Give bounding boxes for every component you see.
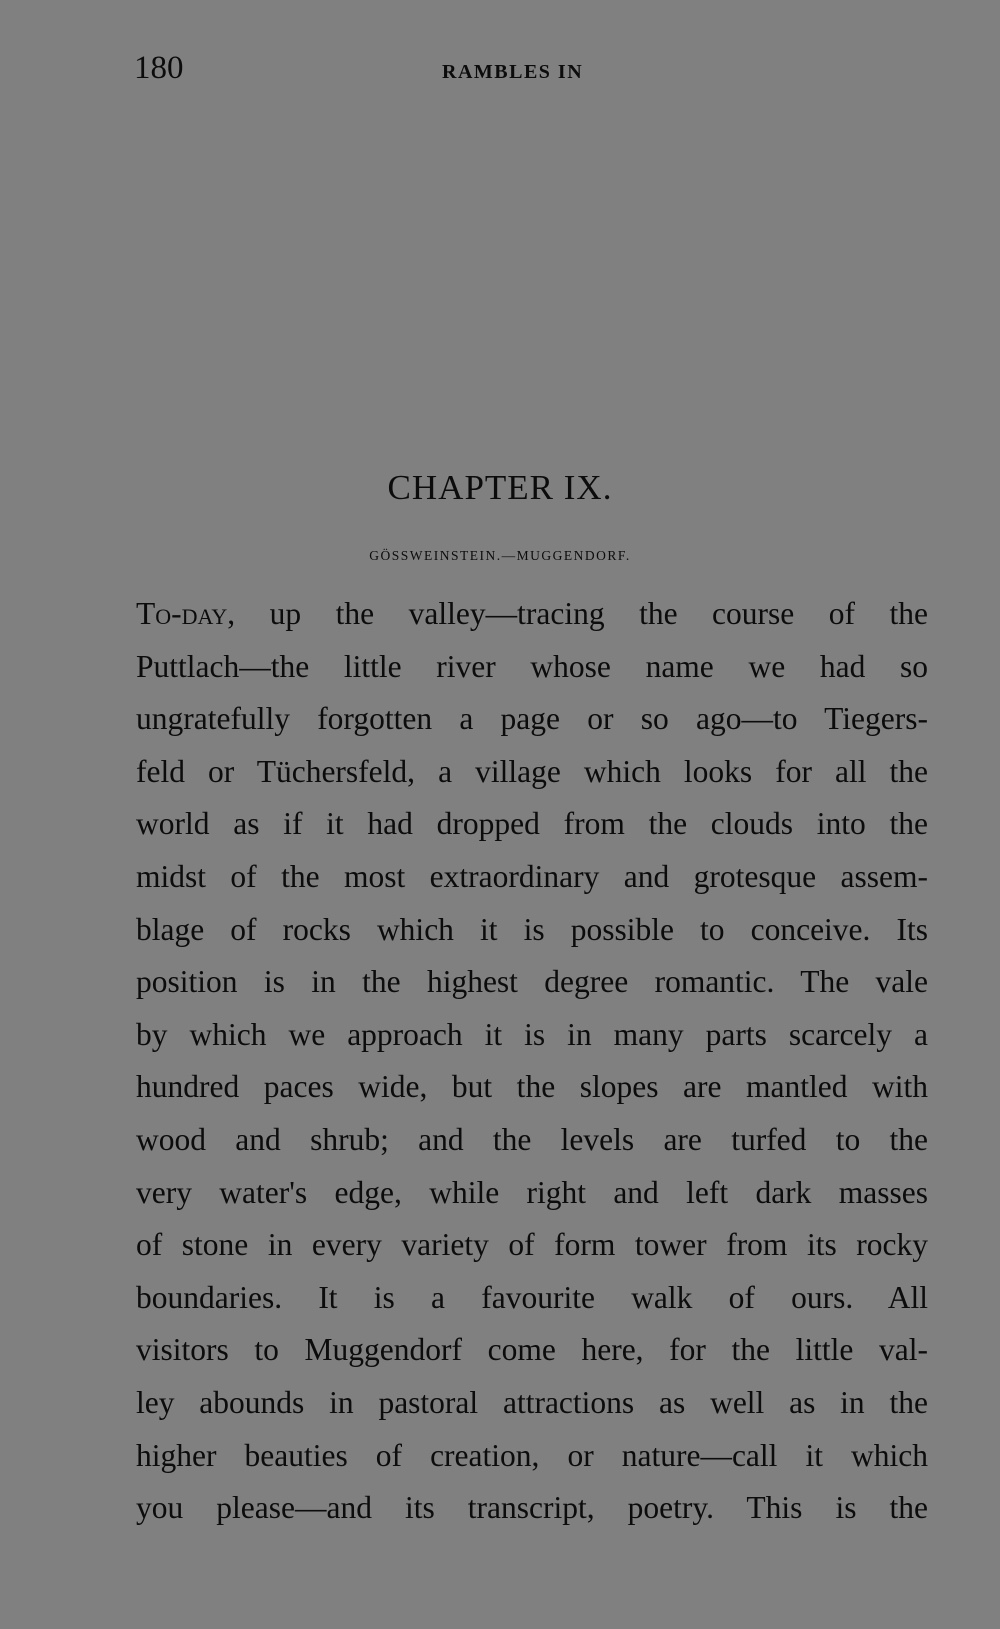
text-line [136, 588, 928, 641]
chapter-title: CHAPTER IX. [387, 468, 613, 507]
text-line: Puttlach—the little river whose name we had so [136, 648, 928, 684]
text-line: blage of rocks which it is possible to conceive. Its [136, 911, 928, 947]
text-line-content: up the valley—tracing the course of the [269, 596, 929, 631]
chapter-subtitle: GÖSSWEINSTEIN.—MUGGENDORF. [369, 548, 631, 563]
text-line: of stone in every variety of form tower from its rocky [136, 1227, 928, 1263]
text-line: you please—and its transcript, poetry. This is the [136, 1490, 928, 1526]
text-line: midst of the most extraordinary and grotesque assem- [136, 858, 928, 894]
text-line: by which we approach it is in many parts scarcely a [136, 1016, 928, 1052]
text-line: hundred paces wide, but the slopes are mantled with [136, 1069, 928, 1105]
text-line: wood and shrub; and the levels are turfed to the [136, 1121, 928, 1157]
text-line: ungratefully forgotten a page or so ago—to Tiegers- [136, 701, 928, 737]
text-line: ley abounds in pastoral attractions as well as in the [136, 1384, 928, 1420]
running-head: RAMBLES IN [442, 61, 584, 83]
text-line: higher beauties of creation, or nature—call it which [136, 1437, 928, 1473]
page-number: 180 [134, 50, 184, 86]
text-line: position is in the highest degree romantic. The vale [136, 964, 928, 1000]
text-line: world as if it had dropped from the clouds into the [136, 806, 928, 842]
text-line: visitors to Muggendorf come here, for the little val- [136, 1332, 928, 1368]
body-text [136, 588, 928, 1535]
text-line: boundaries. It is a favourite walk of ours. All [136, 1279, 928, 1315]
text-line: feld or Tüchersfeld, a village which looks for all the [136, 753, 928, 789]
opening-word: To-day, [136, 596, 236, 631]
text-line: very water's edge, while right and left dark masses [136, 1174, 928, 1210]
